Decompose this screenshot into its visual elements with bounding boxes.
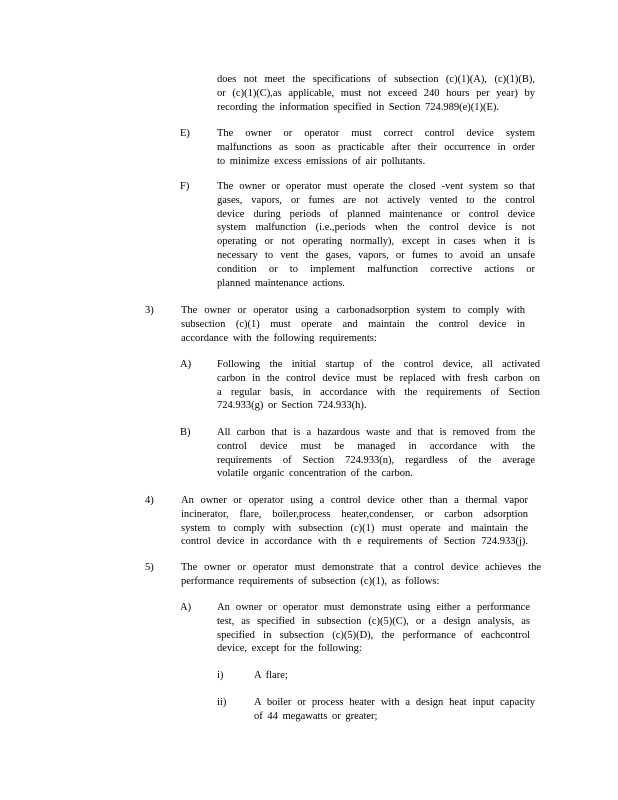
text-line: or (c)(1)(C),as applicable, must not exceed 240 hours per year) by bbox=[217, 87, 535, 99]
paragraph-label: 5) bbox=[145, 562, 154, 573]
paragraph-F bbox=[180, 180, 535, 290]
item-text bbox=[254, 669, 535, 683]
paragraph-text bbox=[217, 358, 540, 413]
text-line: A boiler or process heater with a design heat input capacity bbox=[254, 697, 535, 708]
text-line: device, except for the following: bbox=[217, 643, 362, 655]
text-line: 724.933(g) or Section 724.933(h). bbox=[217, 400, 367, 412]
paragraph-label: 3) bbox=[145, 305, 154, 316]
paragraph-text bbox=[217, 601, 530, 656]
text-line: The owner or operator must correct control device system bbox=[217, 128, 535, 139]
paragraph-label: F) bbox=[180, 181, 190, 192]
paragraph-label: A) bbox=[180, 602, 192, 613]
item-i bbox=[217, 669, 535, 683]
text-line: malfunctions as soon as practicable after their occurrence in order bbox=[217, 141, 535, 153]
text-line: a regular basis, in accordance with the requirements of Section bbox=[217, 386, 540, 398]
paragraph-E bbox=[180, 127, 535, 168]
text-line: Following the initial startup of the control device, all activated bbox=[217, 359, 540, 370]
text-line: system malfunction (i.e.,periods when the control device is not bbox=[217, 222, 535, 234]
paragraph-text bbox=[181, 304, 525, 345]
text-line: recording the information specified in Section 724.989(e)(1)(E). bbox=[217, 101, 499, 113]
text-line: An owner or operator using a control device other than a thermal vapor bbox=[181, 495, 528, 506]
text-line: system to comply with subsection (c)(1) must operate and maintain the bbox=[181, 522, 528, 534]
paragraph-label: 4) bbox=[145, 495, 154, 506]
text-line: performance requirements of subsection (c)(1), as follows: bbox=[181, 575, 440, 587]
text-line: test, as specified in subsection (c)(5)(C), or a design analysis, as bbox=[217, 615, 530, 627]
text-line: planned maintenance actions. bbox=[217, 277, 345, 289]
text-line: The owner or operator must demonstrate that a control device achieves the bbox=[181, 562, 541, 573]
item-text bbox=[254, 696, 535, 724]
paragraph-A-carbon bbox=[180, 358, 540, 413]
text-line: The owner or operator must operate the closed -vent system so that bbox=[217, 181, 535, 192]
text-line: specified in subsection (c)(5)(D), the performance of eachcontrol bbox=[217, 629, 530, 641]
item-label: i) bbox=[217, 670, 224, 681]
text-line: control device must be managed in accordance with the bbox=[217, 440, 535, 452]
text-line: requirements of Section 724.933(n), regardless of the average bbox=[217, 454, 535, 466]
text-line: to minimize excess emissions of air pollutants. bbox=[217, 155, 426, 167]
text-line: control device in accordance with th e requirements of Section 724.933(j). bbox=[181, 536, 528, 548]
paragraph-text bbox=[181, 561, 541, 589]
text-line: The owner or operator using a carbonadsorption system to comply with bbox=[181, 305, 525, 316]
text-line: accordance with the following requirements: bbox=[181, 332, 377, 344]
text-line: device during periods of planned maintenance or control device bbox=[217, 208, 535, 220]
text-line: of 44 megawatts or greater; bbox=[254, 710, 378, 722]
text-line: necessary to vent the gases, vapors, or fumes to avoid an unsafe bbox=[217, 249, 535, 261]
paragraph-continuation bbox=[217, 73, 535, 114]
paragraph-text bbox=[217, 73, 535, 114]
paragraph-A-demonstrate bbox=[180, 601, 530, 656]
text-line: carbon in the control device must be replaced with fresh carbon on bbox=[217, 372, 540, 384]
paragraph-B-carbon bbox=[180, 426, 535, 481]
text-line: condition or to implement malfunction corrective actions or bbox=[217, 263, 535, 275]
paragraph-4 bbox=[145, 494, 528, 549]
paragraph-label: B) bbox=[180, 427, 191, 438]
paragraph-label: E) bbox=[180, 128, 190, 139]
text-line: A flare; bbox=[254, 670, 288, 681]
item-label: ii) bbox=[217, 697, 227, 708]
text-line: does not meet the specifications of subsection (c)(1)(A), (c)(1)(B), bbox=[217, 74, 535, 85]
paragraph-text bbox=[217, 180, 535, 290]
text-line: volatile organic concentration of the carbon. bbox=[217, 468, 413, 480]
text-line: An owner or operator must demonstrate using either a performance bbox=[217, 602, 530, 613]
text-line: gases, vapors, or fumes are not actively vented to the control bbox=[217, 194, 535, 206]
paragraph-text bbox=[217, 127, 535, 168]
text-line: All carbon that is a hazardous waste and that is removed from the bbox=[217, 427, 535, 438]
paragraph-3 bbox=[145, 304, 525, 345]
paragraph-label: A) bbox=[180, 359, 192, 370]
paragraph-5 bbox=[145, 561, 541, 589]
paragraph-text bbox=[217, 426, 535, 481]
paragraph-text bbox=[181, 494, 528, 549]
item-ii bbox=[217, 696, 535, 724]
text-line: incinerator, flare, boiler,process heater,condenser, or carbon adsorption bbox=[181, 508, 528, 520]
text-line: operating or not operating normally), except in cases when it is bbox=[217, 236, 535, 248]
text-line: subsection (c)(1) must operate and maintain the control device in bbox=[181, 318, 525, 330]
